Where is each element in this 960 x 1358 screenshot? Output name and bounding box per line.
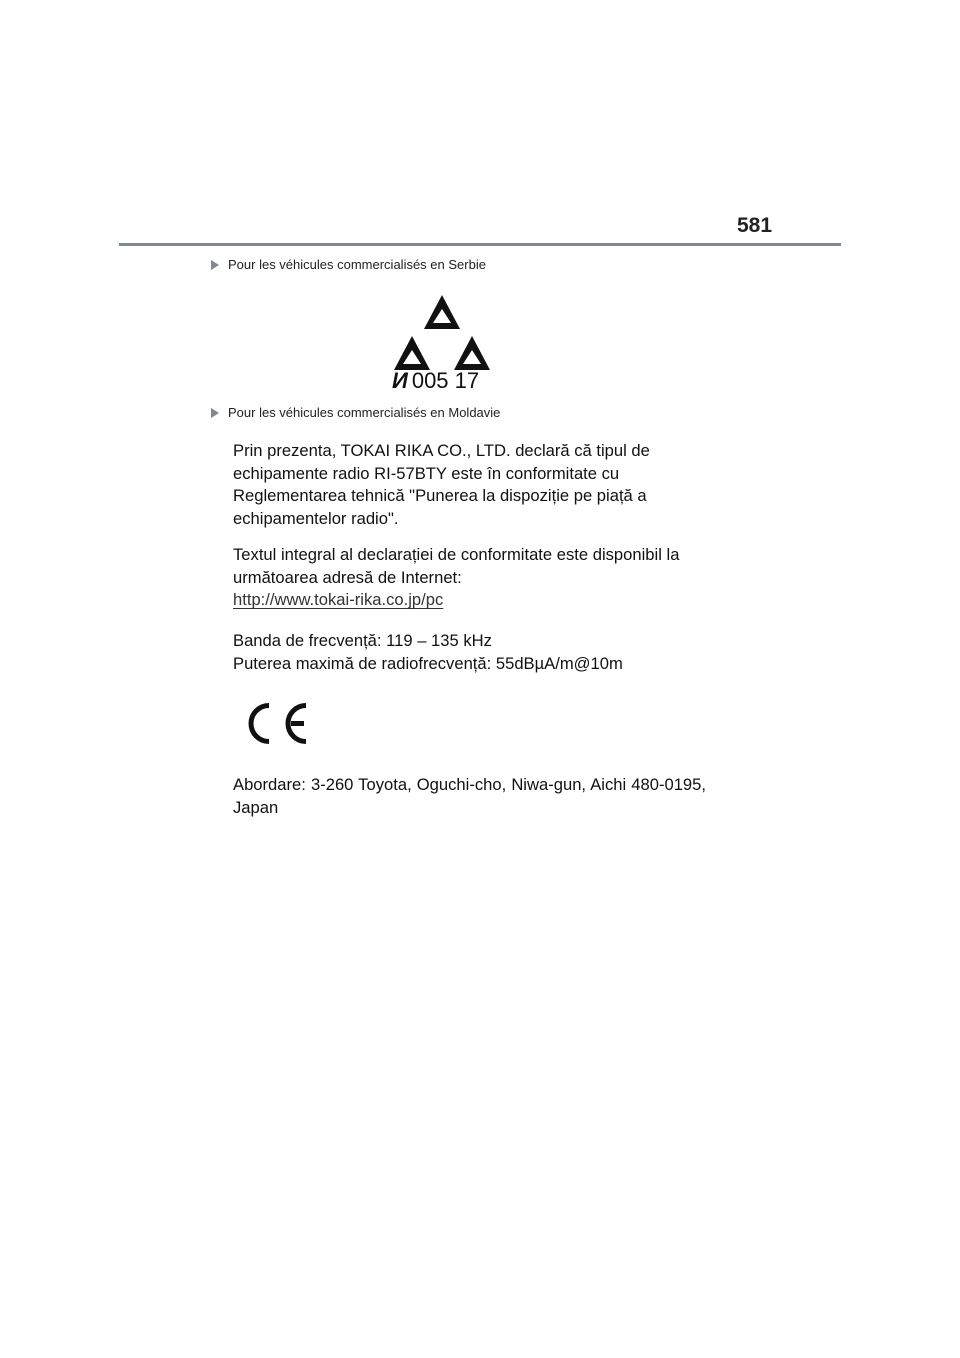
page-number: 581 <box>737 214 773 237</box>
declaration-paragraph <box>233 440 706 530</box>
max-power-text: Puterea maximă de radiofrecvență: 55dBµA/m@10m <box>233 653 623 673</box>
declaration-line: Prin prezenta, TOKAI RIKA CO., LTD. declară că tipul de <box>233 441 650 460</box>
serbia-conformity-triangles-icon <box>394 292 490 374</box>
full-text-line: următoarea adresă de Internet: <box>233 567 462 587</box>
declaration-url-link[interactable]: http://www.tokai-rika.co.jp/pc <box>233 590 444 610</box>
serbia-mark-prefix: И <box>392 368 408 393</box>
declaration-line: echipamentelor radio". <box>233 508 399 528</box>
section-heading-moldova <box>211 405 500 420</box>
section-heading-moldova-label: Pour les véhicules commercialisés en Moldavie <box>228 405 501 420</box>
declaration-line: Reglementarea tehnică "Punerea la dispoziție pe piață a <box>233 486 647 506</box>
full-text-line: Textul integral al declarației de conformitate este disponibil la <box>233 545 680 564</box>
radio-specs-paragraph <box>233 630 706 675</box>
full-text-paragraph <box>233 544 706 612</box>
section-heading-serbia-label: Pour les véhicules commercialisés en Serbie <box>228 257 486 272</box>
frequency-band-text: Banda de frecvență: 119 – 135 kHz <box>233 631 492 650</box>
header-rule <box>119 243 841 246</box>
section-heading-serbia <box>211 257 486 272</box>
serbia-mark-number: 005 17 <box>411 368 480 393</box>
serbia-mark-code <box>392 368 479 394</box>
triangle-arrow-icon <box>211 408 219 418</box>
manufacturer-address: Abordare: 3-260 Toyota, Oguchi-cho, Niwa-gun, Aichi 480-0195, Japan <box>233 775 706 817</box>
triangle-arrow-icon <box>211 260 219 270</box>
ce-mark-icon <box>240 700 310 747</box>
declaration-line: echipamente radio RI-57BTY este în conformitate cu <box>233 463 620 483</box>
